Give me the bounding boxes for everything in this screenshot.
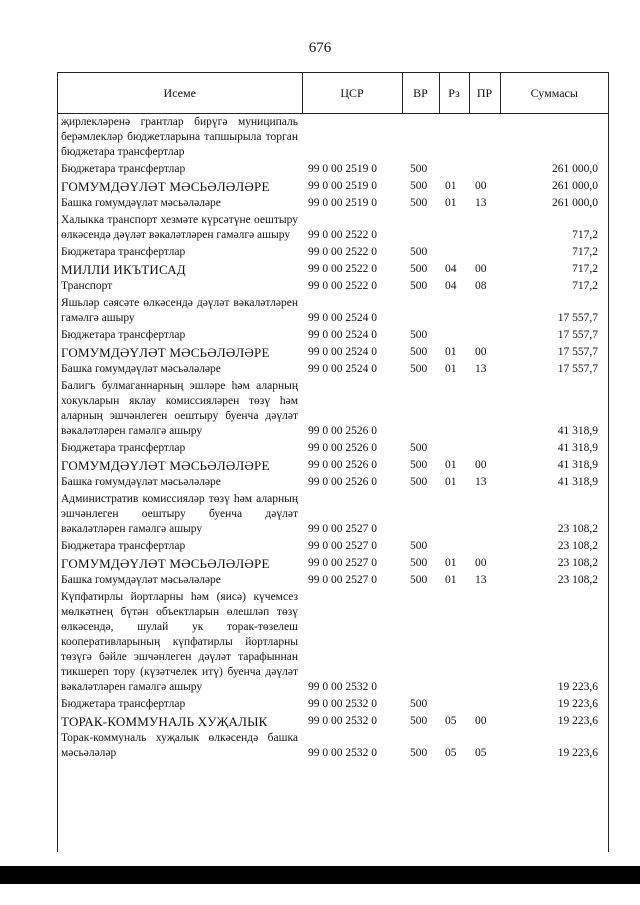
table-row xyxy=(58,696,608,713)
cell-pr xyxy=(469,212,500,244)
cell-sum: 19 223,6 xyxy=(557,698,598,710)
cell-vr: 500 xyxy=(410,442,428,454)
cell-csr: 99 0 00 2519 0 xyxy=(308,180,377,192)
cell-rz xyxy=(439,295,469,327)
cell-rz xyxy=(439,212,469,244)
cell-vr xyxy=(402,589,439,696)
cell-name: җирлекләренә грантлар бирүгә муниципаль берәмлекләр бюджетларына тапшырыла торган бюджетара трансфертлар xyxy=(61,116,298,158)
table-row xyxy=(58,589,608,696)
cell-rz xyxy=(439,589,469,696)
cell-csr: 99 0 00 2532 0 xyxy=(308,715,377,727)
cell-name: Башка гомумдәүләт мәсьәләләре xyxy=(61,363,221,375)
header-pr: ПР xyxy=(469,73,500,114)
cell-rz xyxy=(439,696,469,713)
cell-rz: 01 xyxy=(445,476,457,488)
cell-pr: 13 xyxy=(475,197,487,209)
cell-csr: 99 0 00 2527 0 xyxy=(308,574,377,586)
cell-name: ТОРАК-КОММУНАЛЬ ХУҖАЛЫК xyxy=(61,714,268,729)
cell-rz: 01 xyxy=(445,459,457,471)
cell-sum: 717,2 xyxy=(572,263,598,275)
header-csr: ЦСР xyxy=(302,73,402,114)
cell-vr: 500 xyxy=(410,459,428,471)
header-vr: ВР xyxy=(402,73,439,114)
table-row xyxy=(58,295,608,327)
cell-name: Бюджетара трансфертлар xyxy=(61,329,186,341)
cell-vr xyxy=(402,378,439,440)
cell-csr: 99 0 00 2522 0 xyxy=(308,263,377,275)
cell-rz: 01 xyxy=(445,557,457,569)
cell-pr xyxy=(469,491,500,538)
cell-pr xyxy=(469,114,500,162)
cell-vr: 500 xyxy=(410,329,428,341)
header-name: Исеме xyxy=(58,73,302,114)
cell-sum: 41 318,9 xyxy=(557,442,598,454)
cell-csr: 99 0 00 2522 0 xyxy=(308,229,377,241)
cell-name: ГОМУМДӘҮЛӘТ МӘСЬӘЛӘЛӘРЕ xyxy=(61,556,270,571)
cell-sum: 23 108,2 xyxy=(557,574,598,586)
cell-vr: 500 xyxy=(410,698,428,710)
cell-vr: 500 xyxy=(410,246,428,258)
cell-sum: 19 223,6 xyxy=(557,681,598,693)
cell-rz: 01 xyxy=(445,363,457,375)
cell-sum: 17 557,7 xyxy=(557,329,598,341)
cell-name: Халыкка транспорт хезмәте күрсәтүне оештыру өлкәсендә дәүләт вәкаләтләрен гамәлгә ашыру xyxy=(61,214,298,241)
cell-name: МИЛЛИ ИКЪТИСАД xyxy=(61,262,186,277)
cell-csr: 99 0 00 2526 0 xyxy=(308,476,377,488)
table-row xyxy=(58,713,608,730)
cell-name: Административ комиссияләр төзү һәм аларның эшчәнлеген оештыру буенча дәүләт вәкаләтләрен гамәлгә ашыру xyxy=(61,493,298,535)
cell-pr: 00 xyxy=(475,346,487,358)
cell-rz xyxy=(439,327,469,344)
cell-rz xyxy=(439,440,469,457)
cell-name: Бюджетара трансфертлар xyxy=(61,698,186,710)
cell-pr xyxy=(469,244,500,261)
cell-csr: 99 0 00 2527 0 xyxy=(308,540,377,552)
cell-csr: 99 0 00 2526 0 xyxy=(308,442,377,454)
cell-sum: 41 318,9 xyxy=(557,476,598,488)
cell-sum: 41 318,9 xyxy=(557,459,598,471)
table-row xyxy=(58,244,608,261)
cell-vr: 500 xyxy=(410,163,428,175)
table-row xyxy=(58,538,608,555)
table-row xyxy=(58,378,608,440)
cell-name: ГОМУМДӘҮЛӘТ МӘСЬӘЛӘЛӘРЕ xyxy=(61,345,270,360)
table-row xyxy=(58,212,608,244)
table-row xyxy=(58,491,608,538)
cell-pr xyxy=(469,589,500,696)
cell-vr: 500 xyxy=(410,346,428,358)
cell-sum: 717,2 xyxy=(572,280,598,292)
cell-name: Башка гомумдәүләт мәсьәләләре xyxy=(61,476,221,488)
cell-vr xyxy=(402,295,439,327)
cell-name: Балигъ булмаганнарның эшләре һәм аларның хокукларын яклау комиссияләрен төзү һәм аларның эшчәнлеген оештыру буенча дәүләт вәкаләтләрен гамәлгә ашыру xyxy=(61,380,298,437)
table-header xyxy=(58,73,608,114)
cell-sum: 717,2 xyxy=(572,246,598,258)
cell-vr: 500 xyxy=(410,180,428,192)
cell-sum: 17 557,7 xyxy=(557,363,598,375)
cell-name: Яшьләр сәясәте өлкәсендә дәүләт вәкаләтләрен гамәлгә ашыру xyxy=(61,297,298,324)
cell-csr: 99 0 00 2527 0 xyxy=(308,523,377,535)
cell-pr: 13 xyxy=(475,574,487,586)
cell-vr: 500 xyxy=(410,476,428,488)
cell-pr xyxy=(469,538,500,555)
cell-rz: 04 xyxy=(445,263,457,275)
cell-csr: 99 0 00 2522 0 xyxy=(308,280,377,292)
cell-sum xyxy=(500,114,608,162)
table-row xyxy=(58,344,608,361)
cell-pr: 13 xyxy=(475,476,487,488)
cell-name: Күпфатирлы йортларны һәм (яисә) күчемсез мөлкәтнең бүтән объектларын өлешләп төзү өлкәсендә, шулай ук торак-төзелеш кооперативларының күпфатирлы йортларны төзүгә бәйле эшчәнлеген дәүләт тарафыннан тикшереп тору (күзәтчелек итү) буенча дәүләт вәкаләтләрен гамәлгә ашыру xyxy=(61,591,298,693)
cell-sum: 19 223,6 xyxy=(557,747,598,759)
cell-name: Бюджетара трансфертлар xyxy=(61,540,186,552)
cell-rz xyxy=(439,538,469,555)
cell-rz xyxy=(439,161,469,178)
cell-rz: 05 xyxy=(445,747,457,759)
table-row xyxy=(58,555,608,572)
cell-sum: 23 108,2 xyxy=(557,540,598,552)
cell-pr: 05 xyxy=(475,747,487,759)
cell-csr: 99 0 00 2526 0 xyxy=(308,425,377,437)
table-row xyxy=(58,261,608,278)
table-row xyxy=(58,440,608,457)
cell-sum: 261 000,0 xyxy=(552,197,598,209)
cell-pr: 00 xyxy=(475,459,487,471)
cell-pr: 00 xyxy=(475,263,487,275)
table-row xyxy=(58,457,608,474)
cell-csr: 99 0 00 2526 0 xyxy=(308,459,377,471)
cell-rz: 01 xyxy=(445,197,457,209)
cell-vr: 500 xyxy=(410,197,428,209)
cell-pr xyxy=(469,295,500,327)
cell-rz xyxy=(439,378,469,440)
cell-rz: 04 xyxy=(445,280,457,292)
cell-name: Бюджетара трансфертлар xyxy=(61,163,186,175)
cell-csr: 99 0 00 2527 0 xyxy=(308,557,377,569)
cell-vr xyxy=(402,491,439,538)
cell-sum: 17 557,7 xyxy=(557,346,598,358)
table-row xyxy=(58,195,608,212)
cell-rz xyxy=(439,114,469,162)
cell-csr xyxy=(302,114,402,162)
cell-sum: 717,2 xyxy=(572,229,598,241)
cell-sum: 41 318,9 xyxy=(557,425,598,437)
bottom-scan-bar xyxy=(0,866,640,884)
cell-pr xyxy=(469,378,500,440)
cell-vr: 500 xyxy=(410,363,428,375)
table-row xyxy=(58,730,608,762)
cell-rz xyxy=(439,491,469,538)
budget-table-frame xyxy=(57,72,609,852)
cell-vr: 500 xyxy=(410,540,428,552)
cell-pr xyxy=(469,161,500,178)
cell-pr xyxy=(469,327,500,344)
cell-pr: 13 xyxy=(475,363,487,375)
cell-vr: 500 xyxy=(410,263,428,275)
cell-csr: 99 0 00 2519 0 xyxy=(308,197,377,209)
cell-csr: 99 0 00 2532 0 xyxy=(308,698,377,710)
cell-pr: 00 xyxy=(475,180,487,192)
cell-name: Бюджетара трансфертлар xyxy=(61,246,186,258)
table-body xyxy=(58,114,608,763)
cell-sum: 261 000,0 xyxy=(552,163,598,175)
cell-vr xyxy=(402,114,439,162)
cell-name: Башка гомумдәүләт мәсьәләләре xyxy=(61,574,221,586)
cell-sum: 17 557,7 xyxy=(557,312,598,324)
cell-csr: 99 0 00 2524 0 xyxy=(308,363,377,375)
cell-csr: 99 0 00 2524 0 xyxy=(308,346,377,358)
cell-vr: 500 xyxy=(410,715,428,727)
header-sum: Суммасы xyxy=(500,73,608,114)
cell-sum: 23 108,2 xyxy=(557,557,598,569)
cell-vr xyxy=(402,212,439,244)
cell-csr: 99 0 00 2524 0 xyxy=(308,329,377,341)
table-row xyxy=(58,361,608,378)
cell-name: Торак-коммуналь хуҗалык өлкәсендә башка мәсьәләләр xyxy=(61,732,298,759)
header-rz: Рз xyxy=(439,73,469,114)
cell-rz xyxy=(439,244,469,261)
cell-pr xyxy=(469,696,500,713)
cell-rz: 01 xyxy=(445,346,457,358)
cell-csr: 99 0 00 2532 0 xyxy=(308,681,377,693)
cell-vr: 500 xyxy=(410,574,428,586)
table-row xyxy=(58,327,608,344)
cell-pr: 08 xyxy=(475,280,487,292)
page-number: 676 xyxy=(308,40,332,56)
cell-vr: 500 xyxy=(410,747,428,759)
table-row xyxy=(58,572,608,589)
cell-pr xyxy=(469,440,500,457)
cell-sum: 261 000,0 xyxy=(552,180,598,192)
cell-csr: 99 0 00 2522 0 xyxy=(308,246,377,258)
cell-rz: 01 xyxy=(445,180,457,192)
table-row xyxy=(58,161,608,178)
cell-pr: 00 xyxy=(475,715,487,727)
cell-csr: 99 0 00 2519 0 xyxy=(308,163,377,175)
cell-rz: 05 xyxy=(445,715,457,727)
cell-sum: 19 223,6 xyxy=(557,715,598,727)
table-row xyxy=(58,114,608,162)
cell-name: Башка гомумдәүләт мәсьәләләре xyxy=(61,197,221,209)
cell-vr: 500 xyxy=(410,280,428,292)
cell-name: Транспорт xyxy=(61,280,113,292)
cell-rz: 01 xyxy=(445,574,457,586)
cell-csr: 99 0 00 2532 0 xyxy=(308,747,377,759)
cell-name: Бюджетара трансфертлар xyxy=(61,442,186,454)
budget-table xyxy=(58,72,608,762)
cell-name: ГОМУМДӘҮЛӘТ МӘСЬӘЛӘЛӘРЕ xyxy=(61,458,270,473)
cell-sum: 23 108,2 xyxy=(557,523,598,535)
table-row xyxy=(58,474,608,491)
cell-vr: 500 xyxy=(410,557,428,569)
cell-pr: 00 xyxy=(475,557,487,569)
cell-name: ГОМУМДӘҮЛӘТ МӘСЬӘЛӘЛӘРЕ xyxy=(61,179,270,194)
table-row xyxy=(58,178,608,195)
cell-csr: 99 0 00 2524 0 xyxy=(308,312,377,324)
table-row xyxy=(58,278,608,295)
